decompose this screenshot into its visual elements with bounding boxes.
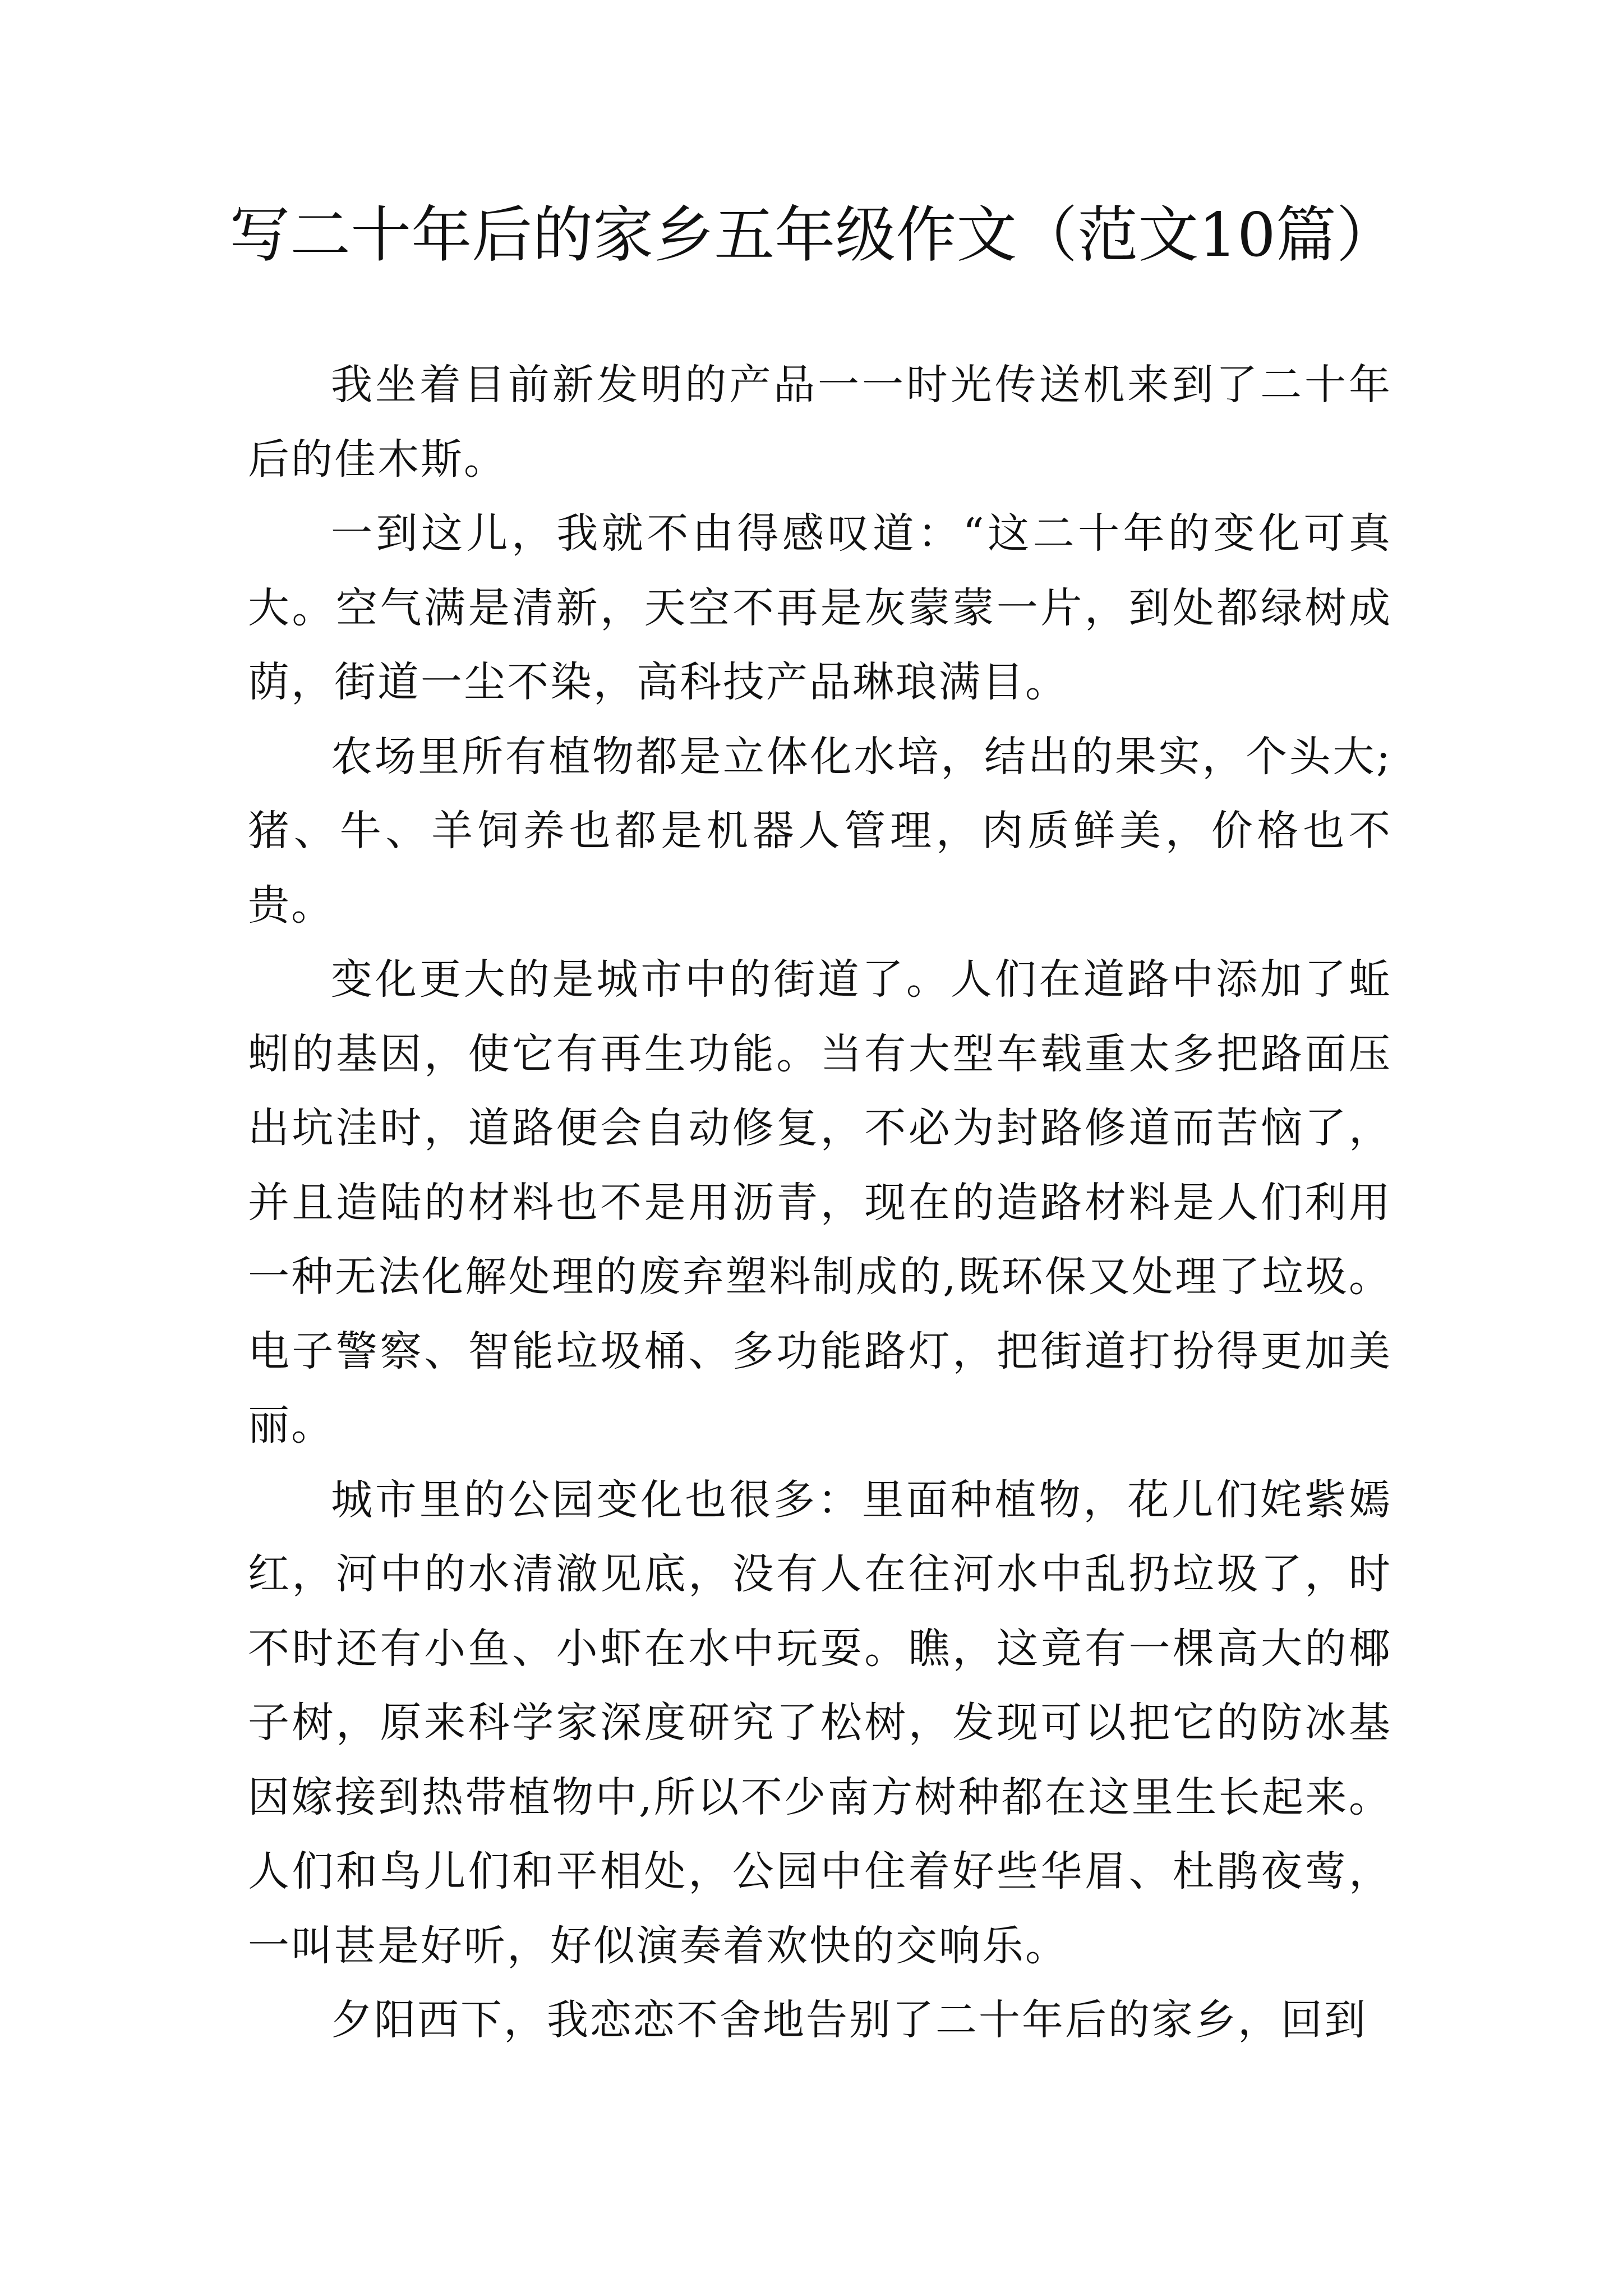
paragraph: 一到这儿，我就不由得感叹道：“这二十年的变化可真大。空气满是清新，天空不再是灰蒙蒙一片，到处都绿树成荫，街道一尘不染，高科技产品琳琅满目。 [248,509,1392,706]
document-body [248,348,1392,2058]
paragraph: 我坐着目前新发明的产品一一时光传送机来到了二十年后的佳木斯。 [248,361,1392,484]
paragraph: 夕阳西下，我恋恋不舍地告别了二十年后的家乡，回到 [331,1996,1367,2044]
paragraph: 城市里的公园变化也很多：里面种植物，花儿们姹紫嫣红，河中的水清澈见底，没有人在往河水中乱扔垃圾了，时不时还有小鱼、小虾在水中玩耍。瞧，这竟有一棵高大的椰子树，原来科学家深度研究了松树，发现可以把它的防冰基因嫁接到热带植物中,所以不少南方树种都在这里生长起来。人们和鸟儿们和平相处，公园中住着好些华眉、杜鹃夜莺，一叫甚是好听，好似演奏着欢快的交响乐。 [248,1475,1392,1970]
document-title: 写二十年后的家乡五年级作文（范文10篇） [229,200,1397,270]
paragraph: 变化更大的是城市中的街道了。人们在道路中添加了蚯蚓的基因，使它有再生功能。当有大型车载重太多把路面压出坑洼时，道路便会自动修复，不必为封路修道而苦恼了，并且造陆的材料也不是用沥青，现在的造路材料是人们利用一种无法化解处理的废弃塑料制成的,既环保又处理了垃圾。电子警察、智能垃圾桶、多功能路灯，把街道打扮得更加美丽。 [248,955,1392,1450]
paragraph: 农场里所有植物都是立体化水培，结出的果实，个头大;猪、牛、羊饲养也都是机器人管理，肉质鲜美，价格也不贵。 [248,732,1392,930]
